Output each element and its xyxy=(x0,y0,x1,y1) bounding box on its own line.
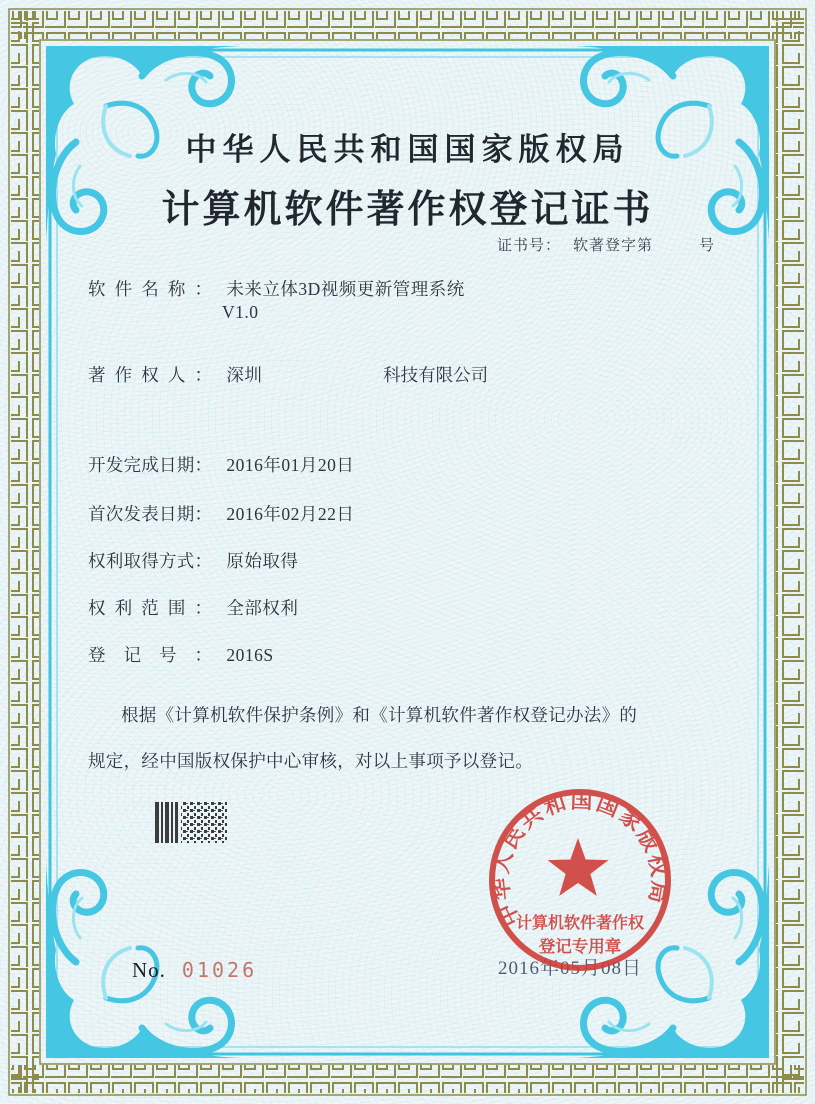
first-publish-date-label: 首次发表日期： xyxy=(88,504,212,524)
rights-acquisition-label: 权利取得方式： xyxy=(88,551,212,571)
seal-text-line-2: 登记专用章 xyxy=(538,937,622,956)
official-seal xyxy=(462,762,698,998)
statement-line-1: 根据《计算机软件保护条例》和《计算机软件著作权登记办法》的 xyxy=(121,705,638,725)
serial-number-line xyxy=(132,958,257,983)
statement-line-2: 规定，经中国版权保护中心审核，对以上事项予以登记。 xyxy=(88,751,533,771)
software-version-value: V1.0 xyxy=(222,302,259,322)
certificate-number-suffix: 号 xyxy=(699,238,716,254)
field-first-publish-date xyxy=(88,501,354,526)
rights-acquisition-value: 原始取得 xyxy=(226,551,299,571)
dev-complete-date-value: 2016年01月20日 xyxy=(226,455,355,475)
certificate-number-label: 证书号： xyxy=(497,238,562,254)
registration-date: 2016年05月08日 xyxy=(498,958,643,979)
registration-no-label: 登记号： xyxy=(88,645,212,665)
field-copyright-owner xyxy=(88,362,488,387)
software-name-label: 软件名称： xyxy=(88,279,212,299)
certificate-title: 计算机软件著作权登记证书 xyxy=(161,189,654,231)
serial-number-label: No. xyxy=(132,958,166,982)
seal-text-line-1: 计算机软件著作权 xyxy=(515,915,645,932)
issuing-authority-title: 中华人民共和国国家版权局 xyxy=(185,132,630,167)
copyright-owner-company: 科技有限公司 xyxy=(383,365,489,385)
serial-number-value: 01026 xyxy=(181,958,258,982)
field-software-name xyxy=(88,276,465,301)
software-name-value: 未来立体3D视频更新管理系统 xyxy=(226,279,465,299)
field-rights-scope xyxy=(88,595,298,620)
copyright-owner-label: 著作权人： xyxy=(88,365,212,385)
field-registration-no xyxy=(88,642,274,667)
seal-ring-text: 中华人民共和国国家版权局 xyxy=(487,787,673,931)
seal-star-icon xyxy=(548,838,609,896)
first-publish-date-value: 2016年02月22日 xyxy=(226,504,355,524)
field-dev-complete-date xyxy=(88,452,354,477)
rights-scope-value: 全部权利 xyxy=(226,598,299,618)
copyright-owner-city: 深圳 xyxy=(226,365,263,385)
registration-no-value: 2016S xyxy=(226,645,274,665)
certificate-number-prefix: 软著登字第 xyxy=(573,238,654,254)
certificate-number-line xyxy=(497,234,715,255)
barcode-graphic xyxy=(155,802,227,843)
dev-complete-date-label: 开发完成日期： xyxy=(88,455,212,475)
rights-scope-label: 权利范围： xyxy=(88,598,212,618)
field-rights-acquisition xyxy=(88,548,298,573)
